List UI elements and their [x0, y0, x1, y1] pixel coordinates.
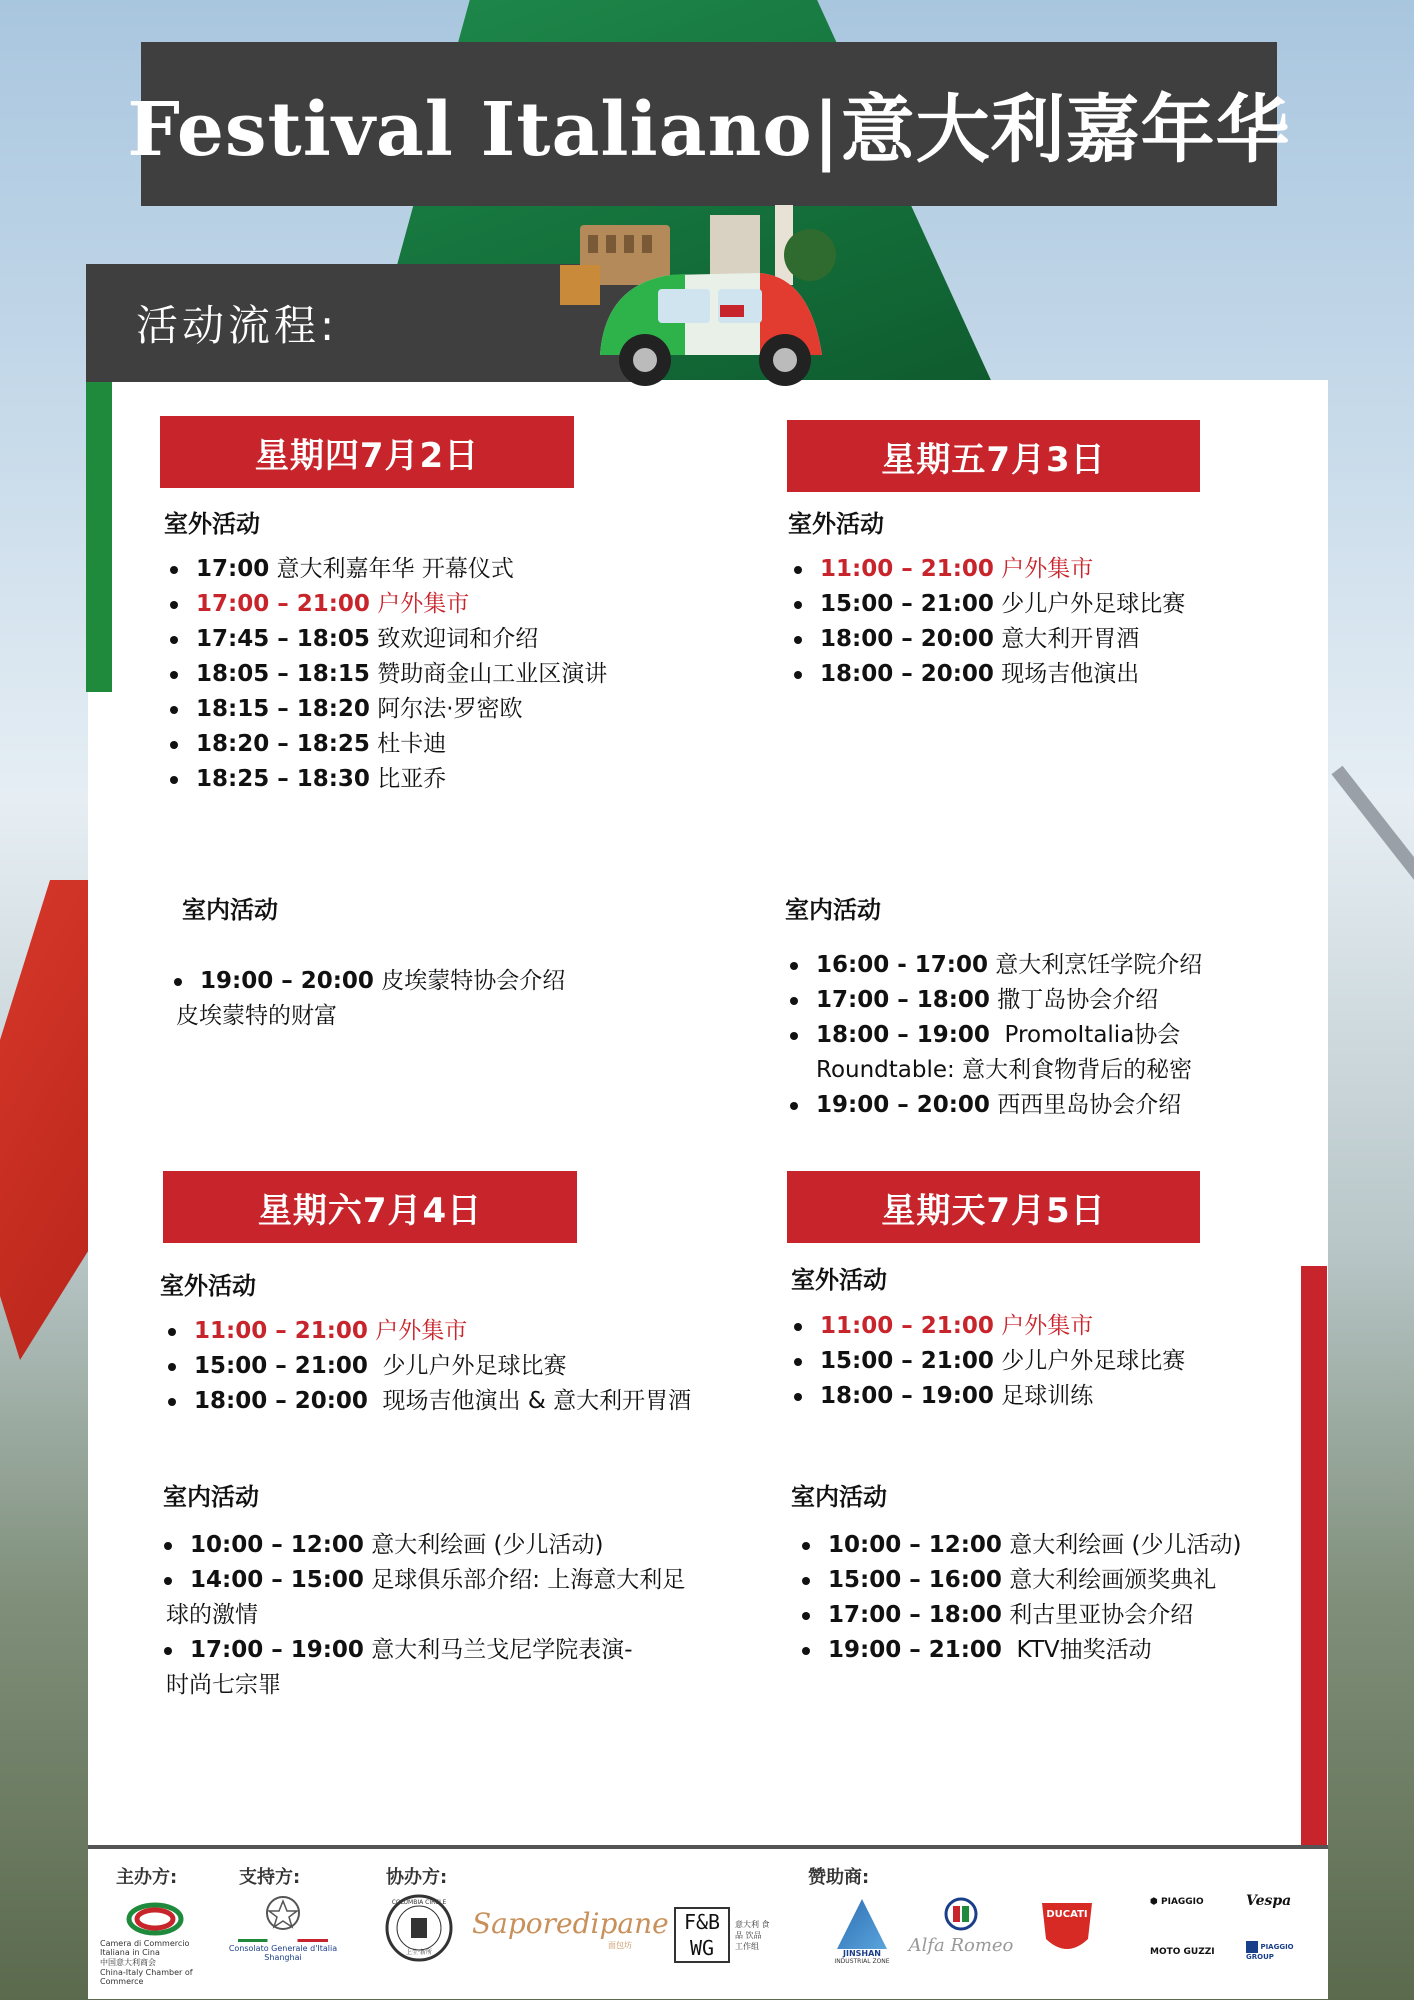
event-text-continued: 球的激情 — [166, 1602, 258, 1628]
outdoor-label: 室外活动 — [788, 510, 884, 538]
event-text: 赞助商金山工业区演讲 — [369, 661, 608, 687]
event-text: 户外集市 — [369, 591, 470, 617]
ducati-name: DUCATI — [1046, 1909, 1088, 1920]
day-header-saturday: 星期六7月4日 — [163, 1171, 577, 1243]
event-time: 15:00 – 21:00 — [194, 1353, 368, 1379]
event-text: 户外集市 — [993, 1313, 1094, 1339]
event-text: 意大利开胃酒 — [993, 626, 1140, 652]
indoor-label: 室内活动 — [182, 896, 278, 924]
piaggio-group-name: PIAGGIO GROUP — [1246, 1943, 1294, 1961]
event-text: 少儿户外足球比赛 — [993, 591, 1186, 617]
event-time: 18:00 – 20:00 — [194, 1388, 368, 1414]
event-text: 意大利绘画 (少儿活动) — [363, 1532, 604, 1558]
event-text: 足球训练 — [993, 1383, 1094, 1409]
columbia-circle-name: COLUMBIA CIRCLE — [391, 1899, 447, 1906]
outdoor-list-friday — [786, 552, 1185, 692]
chamber-emblem-icon — [125, 1899, 185, 1939]
event-text: 意大利绘画颁奖典礼 — [1001, 1567, 1217, 1593]
event-time: 15:00 – 16:00 — [828, 1567, 1002, 1593]
fbwg-name-cn: 意大利 食品 饮品 工作组 — [735, 1919, 770, 1951]
event-text: KTV抽奖活动 — [1001, 1637, 1152, 1663]
day-header-friday: 星期五7月3日 — [787, 420, 1200, 492]
event-text: 致欢迎词和介绍 — [369, 626, 539, 652]
fiat-car-illustration — [560, 205, 860, 415]
event-time: 19:00 – 20:00 — [816, 1092, 990, 1118]
list-item — [786, 587, 1185, 622]
outdoor-label: 室外活动 — [160, 1272, 256, 1300]
piaggio-logo — [1150, 1897, 1220, 1907]
indoor-label: 室内活动 — [785, 896, 881, 924]
event-text-continued: 皮埃蒙特的财富 — [176, 1003, 337, 1029]
list-item — [160, 1384, 691, 1419]
event-text: PromoItalia协会 — [989, 1022, 1181, 1048]
green-accent-stripe — [86, 380, 112, 692]
list-item — [162, 657, 607, 692]
list-item — [786, 552, 1185, 587]
list-item — [162, 552, 607, 587]
jinshan-name: JINSHAN — [843, 1949, 881, 1958]
event-time: 17:45 – 18:05 — [196, 626, 370, 652]
list-item — [156, 1633, 685, 1703]
event-text: 意大利嘉年华 开幕仪式 — [269, 556, 514, 582]
consulate-name: Consolato Generale d'Italia — [228, 1944, 338, 1953]
saporedipane-logo — [472, 1907, 669, 1951]
jinshan-sub: INDUSTRIAL ZONE — [834, 1958, 890, 1965]
event-text: 西西里岛协会介绍 — [989, 1092, 1182, 1118]
event-text: 撒丁岛协会介绍 — [989, 987, 1159, 1013]
event-text: 意大利绘画 (少儿活动) — [1001, 1532, 1242, 1558]
ducati-shield-icon — [1038, 1899, 1096, 1959]
list-item — [156, 1563, 685, 1633]
alfa-romeo-badge-icon — [944, 1897, 978, 1931]
event-time: 11:00 – 21:00 — [194, 1318, 368, 1344]
outdoor-label: 室外活动 — [164, 510, 260, 538]
columbia-circle-name-cn: 上生·新所 — [406, 1949, 432, 1956]
event-time: 18:15 – 18:20 — [196, 696, 370, 722]
indoor-list-sunday — [794, 1528, 1242, 1668]
event-text: 利古里亚协会介绍 — [1001, 1602, 1194, 1628]
chamber-of-commerce-logo — [100, 1899, 210, 1986]
event-time: 11:00 – 21:00 — [820, 1313, 994, 1339]
event-text: 户外集市 — [367, 1318, 468, 1344]
list-item — [786, 1379, 1185, 1414]
event-text: 现场吉他演出 — [993, 661, 1140, 687]
fbwg-logo — [674, 1907, 774, 1963]
list-item — [794, 1563, 1242, 1598]
event-text: 少儿户外足球比赛 — [993, 1348, 1186, 1374]
moto-guzzi-logo: MOTO GUZZI — [1150, 1947, 1215, 1957]
event-text: 皮埃蒙特协会介绍 — [373, 968, 566, 994]
event-text: 户外集市 — [993, 556, 1094, 582]
section-title: 活动流程: — [136, 301, 339, 350]
event-time: 17:00 – 18:00 — [828, 1602, 1002, 1628]
event-text: 少儿户外足球比赛 — [367, 1353, 567, 1379]
outdoor-label: 室外活动 — [791, 1266, 887, 1294]
list-item — [156, 1528, 685, 1563]
list-item — [162, 727, 607, 762]
event-time: 17:00 — [196, 556, 270, 582]
list-item — [786, 1344, 1185, 1379]
event-time: 18:00 – 20:00 — [820, 661, 994, 687]
event-time: 18:00 – 19:00 — [816, 1022, 990, 1048]
list-item — [160, 1314, 691, 1349]
piaggio-name: PIAGGIO — [1161, 1897, 1204, 1907]
indoor-list-saturday — [156, 1528, 685, 1703]
list-item — [162, 622, 607, 657]
chamber-name-en: China-Italy Chamber of Commerce — [100, 1968, 193, 1986]
flag-pole — [1331, 766, 1414, 964]
saporedipane-name: Saporedipane — [472, 1907, 669, 1940]
fbwg-mark: F&B WG — [674, 1907, 730, 1963]
list-item — [794, 1598, 1242, 1633]
list-item — [794, 1528, 1242, 1563]
chamber-name: Camera di Commercio Italiana in Cina — [100, 1939, 190, 1957]
columbia-circle-logo — [384, 1893, 454, 1963]
support-label: 支持方: — [239, 1867, 301, 1888]
consulate-city: Shanghai — [264, 1953, 302, 1962]
jinshan-emblem-icon — [837, 1899, 887, 1949]
indoor-label: 室内活动 — [791, 1483, 887, 1511]
sponsor-label: 赞助商: — [808, 1867, 870, 1888]
day-header-thursday: 星期四7月2日 — [160, 416, 574, 488]
event-time: 11:00 – 21:00 — [820, 556, 994, 582]
event-time: 15:00 – 21:00 — [820, 591, 994, 617]
event-time: 17:00 – 18:00 — [816, 987, 990, 1013]
event-time: 14:00 – 15:00 — [190, 1567, 364, 1593]
event-time: 18:00 – 19:00 — [820, 1383, 994, 1409]
list-item — [782, 1018, 1202, 1088]
list-item — [162, 762, 607, 797]
event-time: 16:00 - 17:00 — [816, 952, 988, 978]
event-time: 19:00 – 21:00 — [828, 1637, 1002, 1663]
italian-emblem-icon — [263, 1893, 303, 1933]
event-text: 杜卡迪 — [369, 731, 447, 757]
co-organizer-label: 协办方: — [386, 1867, 448, 1888]
list-item — [782, 1088, 1202, 1123]
event-time: 19:00 – 20:00 — [200, 968, 374, 994]
ducati-logo — [1038, 1899, 1096, 1959]
list-item — [786, 622, 1185, 657]
event-text: 现场吉他演出 & 意大利开胃酒 — [367, 1388, 692, 1414]
title-banner — [127, 42, 1291, 206]
list-item — [794, 1633, 1242, 1668]
event-time: 18:00 – 20:00 — [820, 626, 994, 652]
consulate-logo — [228, 1893, 338, 1962]
event-time: 17:00 – 19:00 — [190, 1637, 364, 1663]
event-time: 15:00 – 21:00 — [820, 1348, 994, 1374]
sponsor-footer — [88, 1845, 1328, 1999]
event-text: 比亚乔 — [369, 766, 447, 792]
list-item — [786, 1309, 1185, 1344]
event-text: 阿尔法·罗密欧 — [369, 696, 523, 722]
piaggio-icon: ⬢ — [1150, 1897, 1158, 1907]
event-text: 意大利烹饪学院介绍 — [987, 952, 1203, 978]
list-item — [162, 587, 607, 622]
organizer-label: 主办方: — [116, 1867, 178, 1888]
event-text: 足球俱乐部介绍: 上海意大利足 — [363, 1567, 686, 1593]
day-header-sunday: 星期天7月5日 — [787, 1171, 1200, 1243]
event-text-continued: Roundtable: 意大利食物背后的秘密 — [816, 1057, 1193, 1083]
event-time: 10:00 – 12:00 — [828, 1532, 1002, 1558]
list-item — [166, 964, 565, 1034]
piaggio-group-icon — [1246, 1941, 1258, 1953]
event-time: 10:00 – 12:00 — [190, 1532, 364, 1558]
list-item — [782, 983, 1202, 1018]
list-item — [160, 1349, 691, 1384]
vespa-logo: Vespa — [1246, 1893, 1292, 1909]
event-time: 17:00 – 21:00 — [196, 591, 370, 617]
indoor-list-friday — [782, 948, 1202, 1123]
event-text: 意大利马兰戈尼学院表演- — [363, 1637, 633, 1663]
chamber-name-cn: 中国意大利商会 — [100, 1958, 156, 1967]
event-text-continued: 时尚七宗罪 — [166, 1672, 281, 1698]
alfa-romeo-name: Alfa Romeo — [908, 1935, 1014, 1956]
outdoor-list-saturday — [160, 1314, 691, 1419]
event-time: 18:20 – 18:25 — [196, 731, 370, 757]
indoor-label: 室内活动 — [163, 1483, 259, 1511]
alfa-romeo-logo — [906, 1897, 1016, 1956]
page-title: Festival Italiano|意大利嘉年华 — [127, 87, 1291, 173]
list-item — [782, 948, 1202, 983]
red-accent-stripe — [1301, 1266, 1327, 1848]
list-item — [786, 657, 1185, 692]
jinshan-logo — [832, 1899, 892, 1965]
event-time: 18:05 – 18:15 — [196, 661, 370, 687]
list-item — [162, 692, 607, 727]
saporedipane-name-cn: 面包坊 — [608, 1941, 632, 1950]
indoor-list-thursday — [166, 964, 565, 1034]
outdoor-list-sunday — [786, 1309, 1185, 1414]
outdoor-list-thursday — [162, 552, 607, 797]
event-time: 18:25 – 18:30 — [196, 766, 370, 792]
piaggio-group-logo — [1246, 1941, 1306, 1961]
